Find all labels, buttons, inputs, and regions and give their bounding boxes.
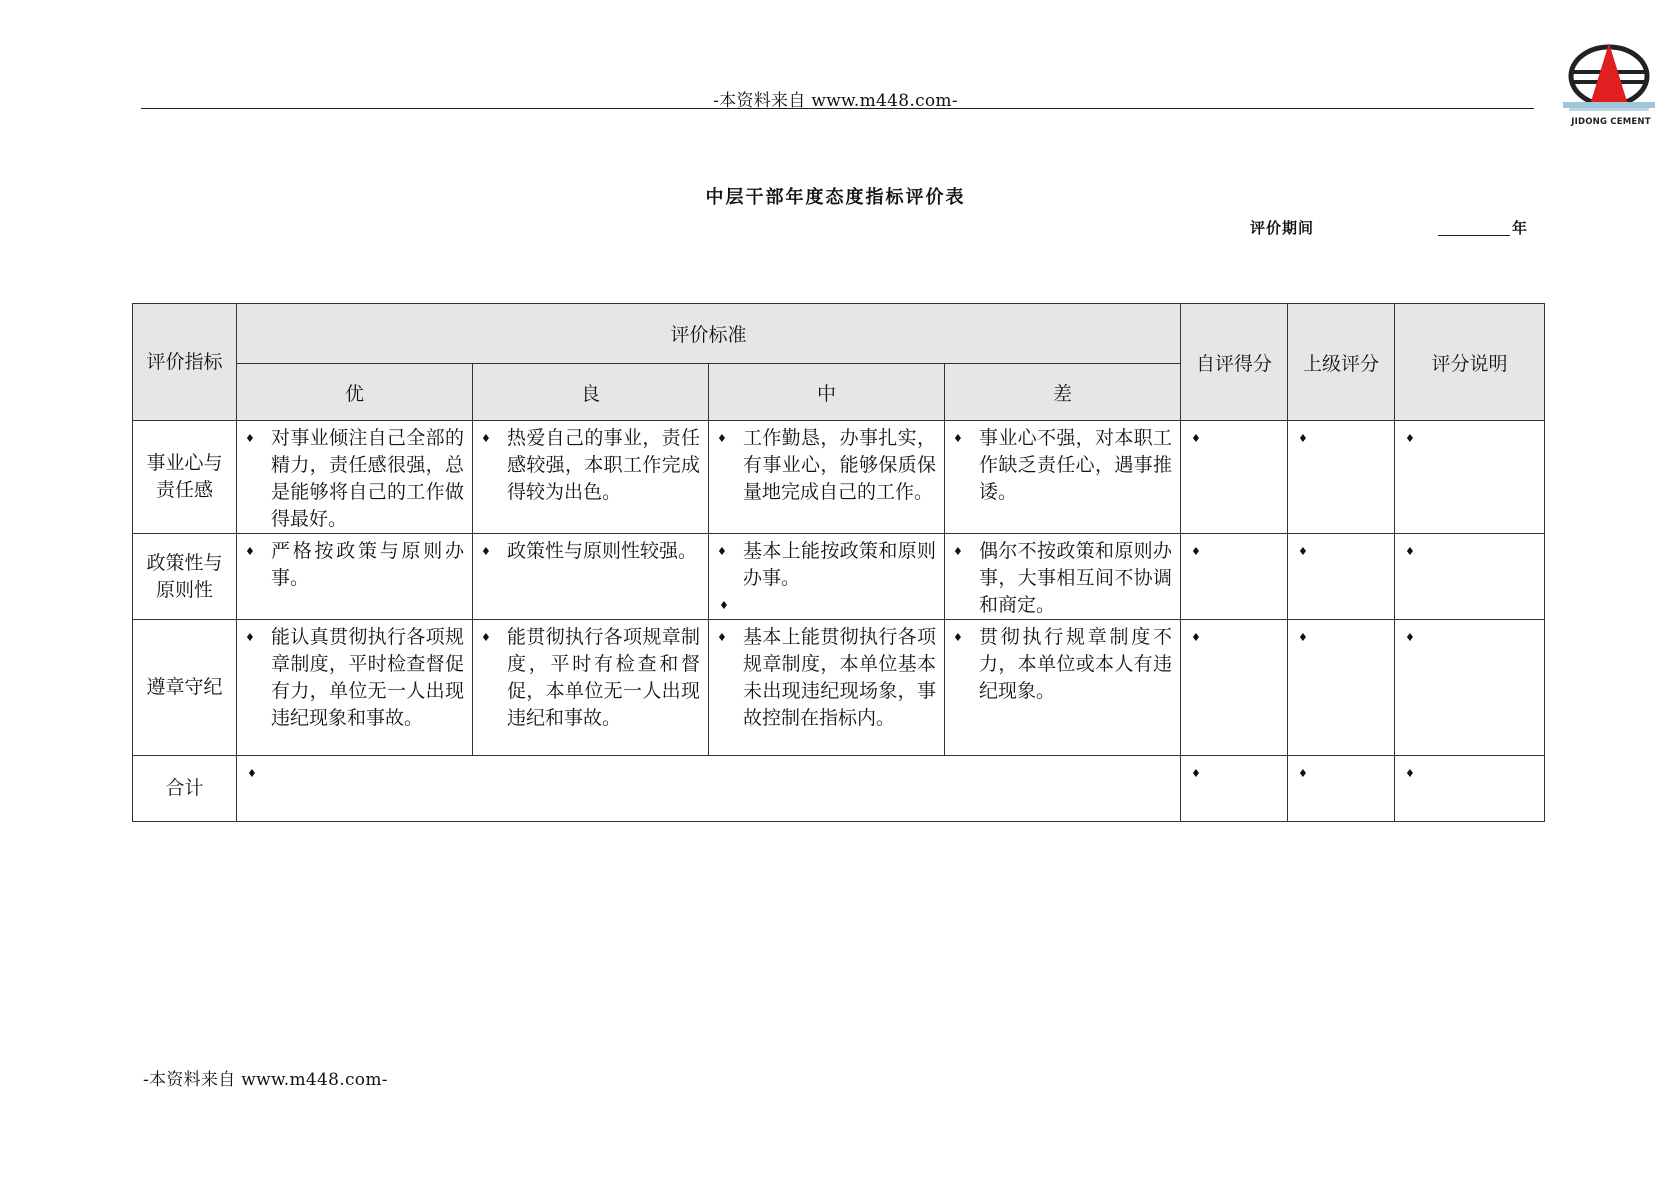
criteria-cell: ♦ 对事业倾注自己全部的精力，责任感很强，总是能够将自己的工作做得最好。 (237, 421, 473, 534)
header-level-excellent: 优 (237, 364, 473, 421)
criteria-cell: ♦ 严格按政策与原则办事。 (237, 534, 473, 620)
self-score-cell[interactable]: ♦ (1181, 421, 1288, 534)
header-explanation: 评分说明 (1395, 304, 1545, 421)
header-criteria: 评价标准 (237, 304, 1181, 364)
empty-bullet: ♦ (719, 599, 729, 612)
explanation-cell[interactable]: ♦ (1395, 620, 1545, 756)
header-level-average: 中 (709, 364, 945, 421)
total-explanation-cell[interactable]: ♦ (1395, 756, 1545, 822)
explanation-cell[interactable]: ♦ (1395, 421, 1545, 534)
header-source-text: -本资料来自 www.m448.com- (713, 91, 958, 111)
total-self-score-cell[interactable]: ♦ (1181, 756, 1288, 822)
row-indicator: 政策性与原则性 (133, 534, 237, 620)
criteria-cell: ♦ 偶尔不按政策和原则办事，大事相互间不协调和商定。 (945, 534, 1181, 620)
explanation-cell[interactable]: ♦ (1395, 534, 1545, 620)
criteria-cell: ♦ 贯彻执行规章制度不力，本单位或本人有违纪现象。 (945, 620, 1181, 756)
table-row (133, 421, 1545, 534)
table-row (133, 620, 1545, 756)
logo-text: JIDONG CEMENT (1571, 117, 1651, 127)
period-label: 评价期间 (1250, 219, 1315, 237)
row-indicator: 遵章守纪 (133, 620, 237, 756)
footer-source-text: -本资料来自 www.m448.com- (143, 1070, 388, 1090)
evaluation-table (132, 303, 1545, 822)
total-superior-score-cell[interactable]: ♦ (1288, 756, 1395, 822)
self-score-cell[interactable]: ♦ (1181, 534, 1288, 620)
self-score-cell[interactable]: ♦ (1181, 620, 1288, 756)
criteria-cell: ♦ 基本上能贯彻执行各项规章制度，本单位基本未出现违纪现场象，事故控制在指标内。 (709, 620, 945, 756)
header-indicator: 评价指标 (133, 304, 237, 421)
period-year-blank[interactable] (1438, 235, 1510, 236)
superior-score-cell[interactable]: ♦ (1288, 620, 1395, 756)
total-label: 合计 (133, 756, 237, 822)
header-level-poor: 差 (945, 364, 1181, 421)
header-rule (141, 108, 1534, 109)
header-level-good: 良 (473, 364, 709, 421)
superior-score-cell[interactable]: ♦ (1288, 421, 1395, 534)
page-title: 中层干部年度态度指标评价表 (705, 187, 966, 208)
criteria-cell: ♦ 热爱自己的事业，责任感较强，本职工作完成得较为出色。 (473, 421, 709, 534)
criteria-cell: ♦ 能认真贯彻执行各项规章制度，平时检查督促有力，单位无一人出现违纪现象和事故。 (237, 620, 473, 756)
table-row (133, 534, 1545, 620)
criteria-cell: ♦ 能贯彻执行各项规章制度，平时有检查和督促，本单位无一人出现违纪和事故。 (473, 620, 709, 756)
header-self-score: 自评得分 (1181, 304, 1288, 421)
criteria-cell: ♦ 基本上能按政策和原则办事。 ♦ (709, 534, 945, 620)
table-total-row (133, 756, 1545, 822)
table-header-row (133, 304, 1545, 364)
header-superior-score: 上级评分 (1288, 304, 1395, 421)
company-logo (1561, 40, 1661, 128)
row-indicator: 事业心与责任感 (133, 421, 237, 534)
criteria-cell: ♦ 政策性与原则性较强。 (473, 534, 709, 620)
period-year-suffix: 年 (1512, 219, 1528, 237)
criteria-cell: ♦ 工作勤恳，办事扎实，有事业心，能够保质保量地完成自己的工作。 (709, 421, 945, 534)
jidong-cement-logo-icon (1561, 40, 1661, 116)
total-criteria-cell[interactable]: ♦ (237, 756, 1181, 822)
superior-score-cell[interactable]: ♦ (1288, 534, 1395, 620)
criteria-cell: ♦ 事业心不强，对本职工作缺乏责任心，遇事推诿。 (945, 421, 1181, 534)
